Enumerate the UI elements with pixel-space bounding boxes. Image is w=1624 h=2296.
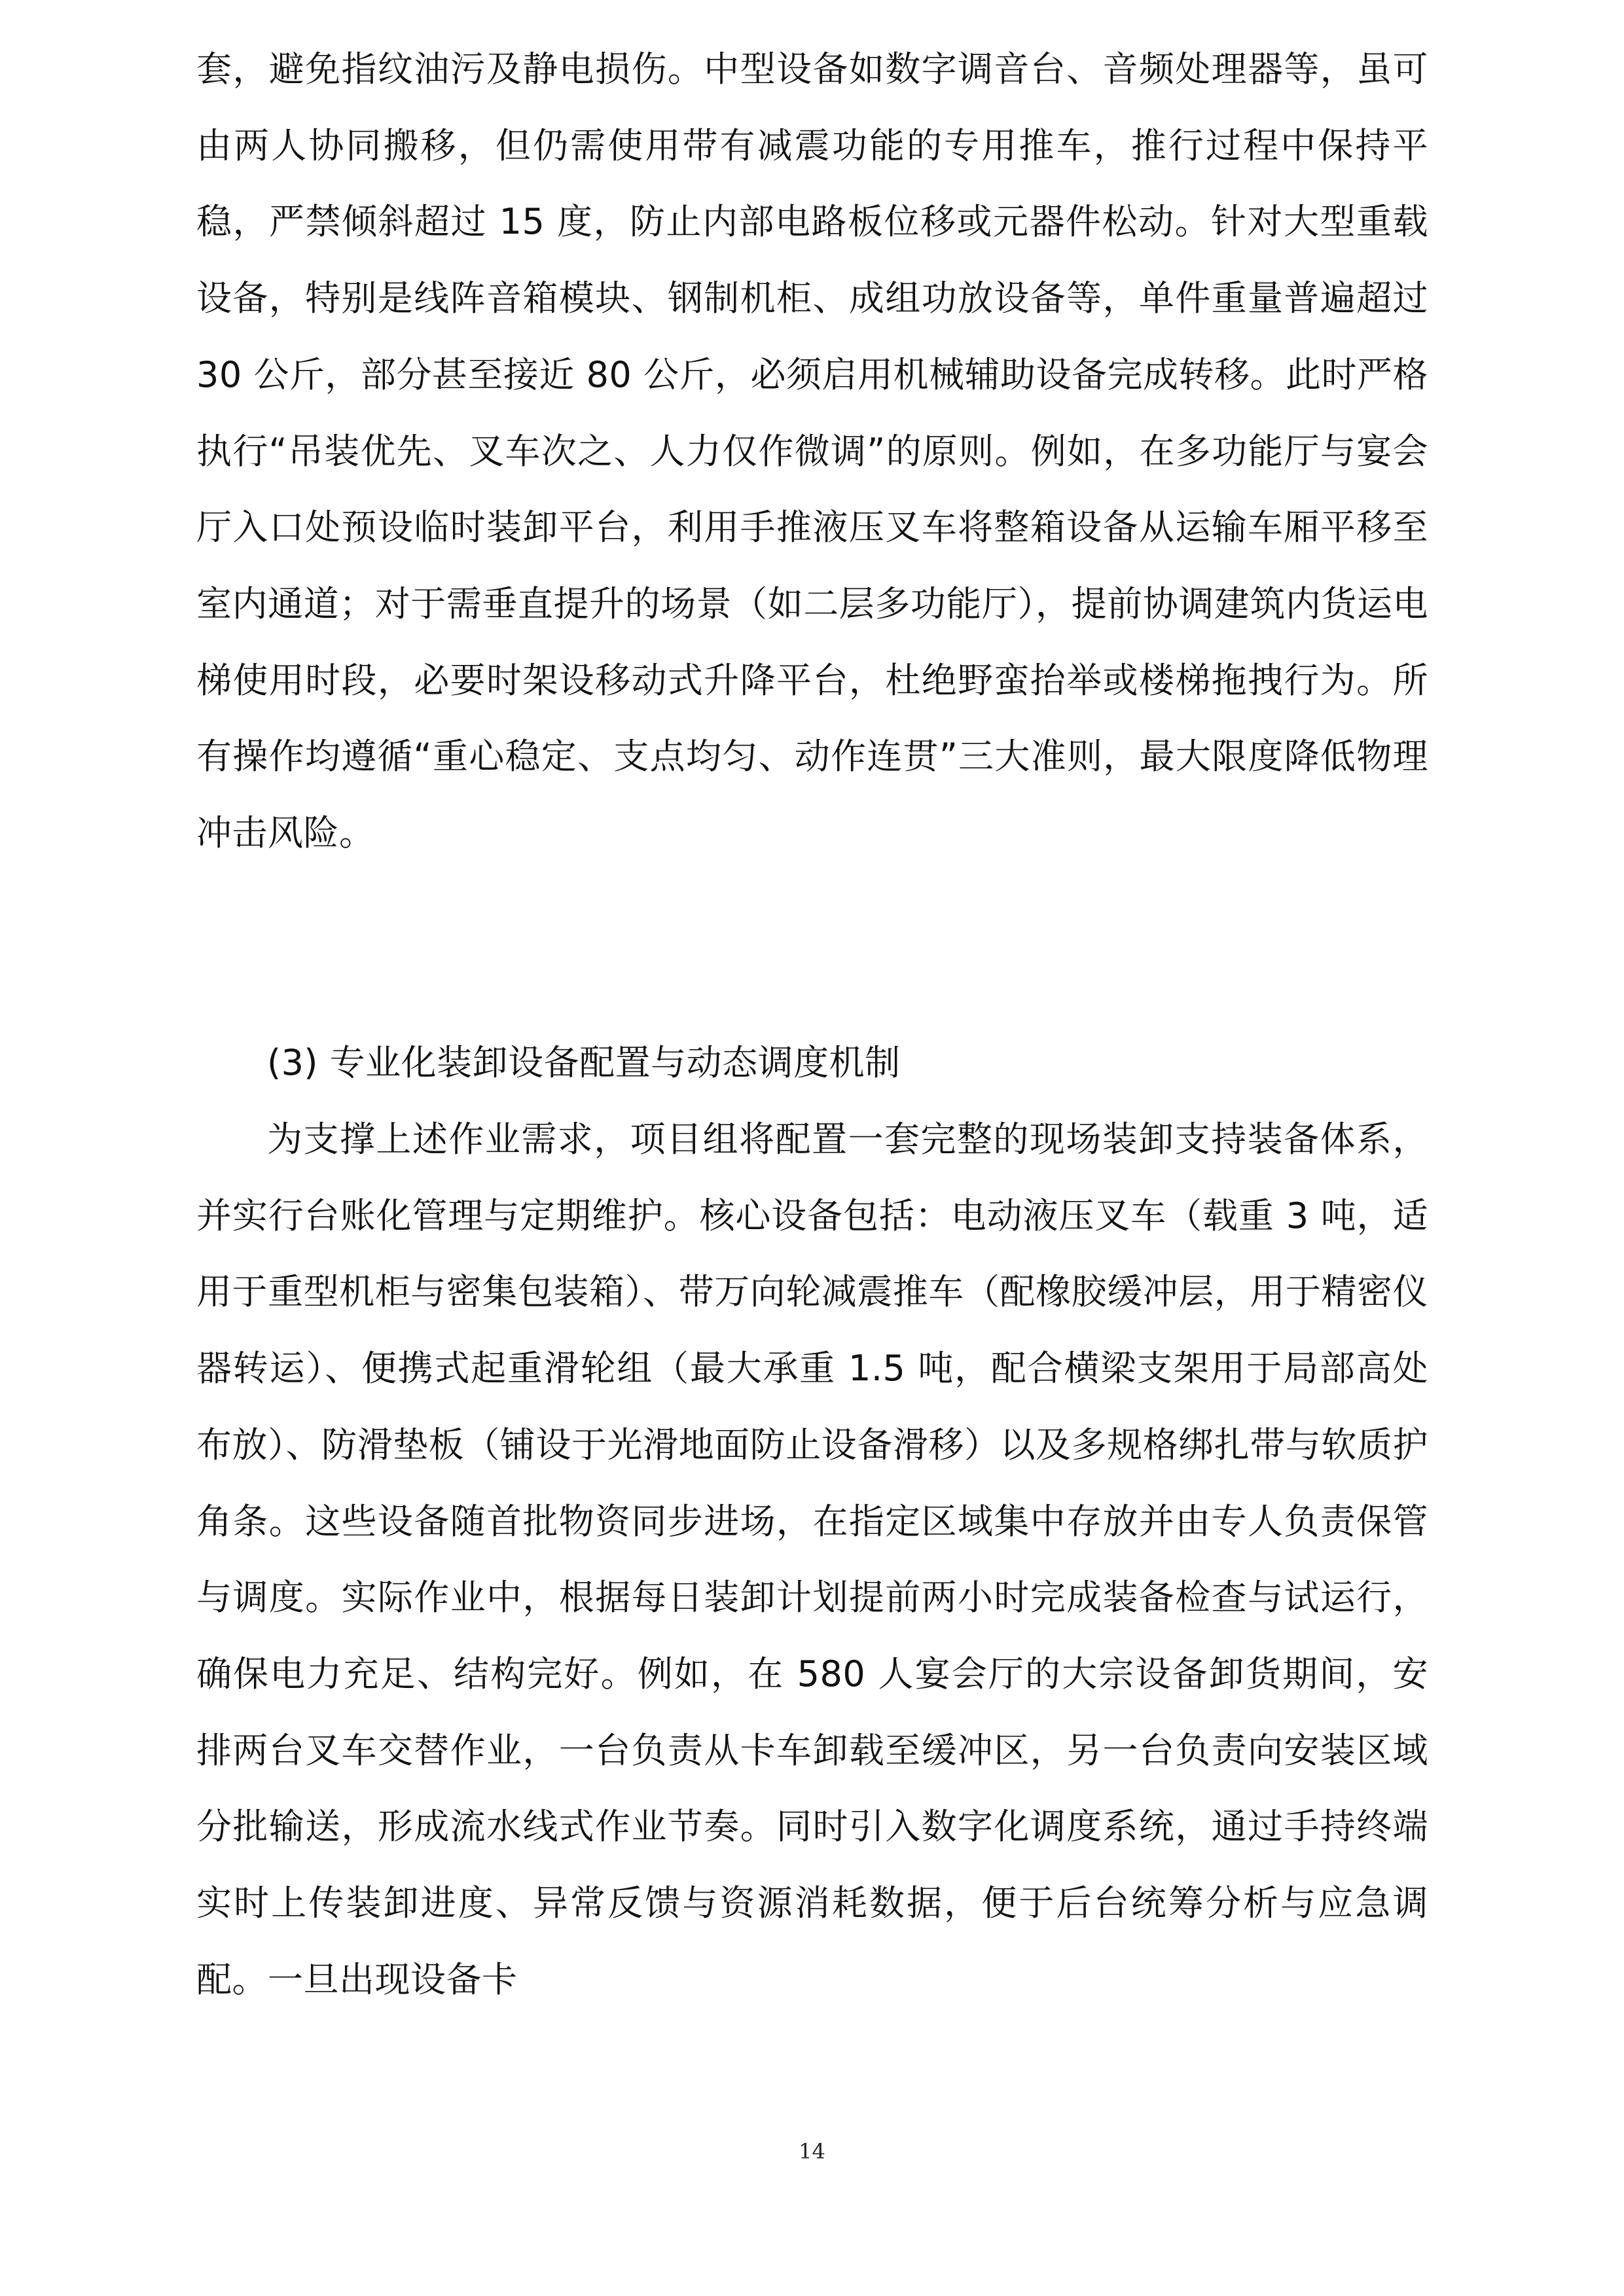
page-number: 14 [799,2139,825,2164]
paragraph-text: 套，避免指纹油污及静电损伤。中型设备如数字调音台、音频处理器等，虽可由两人协同搬移，但仍需使用带有减震功能的专用推车，推行过程中保持平稳，严禁倾斜超过 15 度，防止内部电路板位移或元器件松动。针对大型重载设备，特别是线阵音箱模块、钢制机柜、成组功放设备等，单件重量普遍超过 30 公斤，部分甚至接近 80 公斤，必须启用机械辅助设备完成转移。此时严格执行“吊装优先、叉车次之、人力仅作微调”的原则。例如，在多功能厅与宴会厅入口处预设临时装卸平台，利用手推液压叉车将整箱设备从运输车厢平移至室内通道；对于需垂直提升的场景（如二层多功能厅），提前协调建筑内货运电梯使用时段，必要时架设移动式升降平台，杜绝野蛮抬举或楼梯拖拽行为。所有操作均遵循“重心稳定、支点均匀、动作连贯”三大准则，最大限度降低物理冲击风险。 [196,48,1428,854]
paragraph-text: 为支撑上述作业需求，项目组将配置一套完整的现场装卸支持装备体系，并实行台账化管理与定期维护。核心设备包括：电动液压叉车（载重 3 吨，适用于重型机柜与密集包装箱）、带万向轮减震推车（配橡胶缓冲层，用于精密仪器转运）、便携式起重滑轮组（最大承重 1.5 吨，配合横梁支架用于局部高处布放）、防滑垫板（铺设于光滑地面防止设备滑移）以及多规格绑扎带与软质护角条。这些设备随首批物资同步进场，在指定区域集中存放并由专人负责保管与调度。实际作业中，根据每日装卸计划提前两小时完成装备检查与试运行，确保电力充足、结构完好。例如，在 580 人宴会厅的大宗设备卸货期间，安排两台叉车交替作业，一台负责从卡车卸载至缓冲区，另一台负责向安装区域分批输送，形成流水线式作业节奏。同时引入数字化调度系统，通过手持终端实时上传装卸进度、异常反馈与资源消耗数据，便于后台统筹分析与应急调配。一旦出现设备卡 [196,1119,1428,2000]
section-heading [196,1025,1428,1102]
body-paragraph-section [196,1102,1428,2018]
body-paragraph-continuation [196,31,1428,872]
section-heading-text: (3) 专业化装卸设备配置与动态调度机制 [267,1042,901,1083]
